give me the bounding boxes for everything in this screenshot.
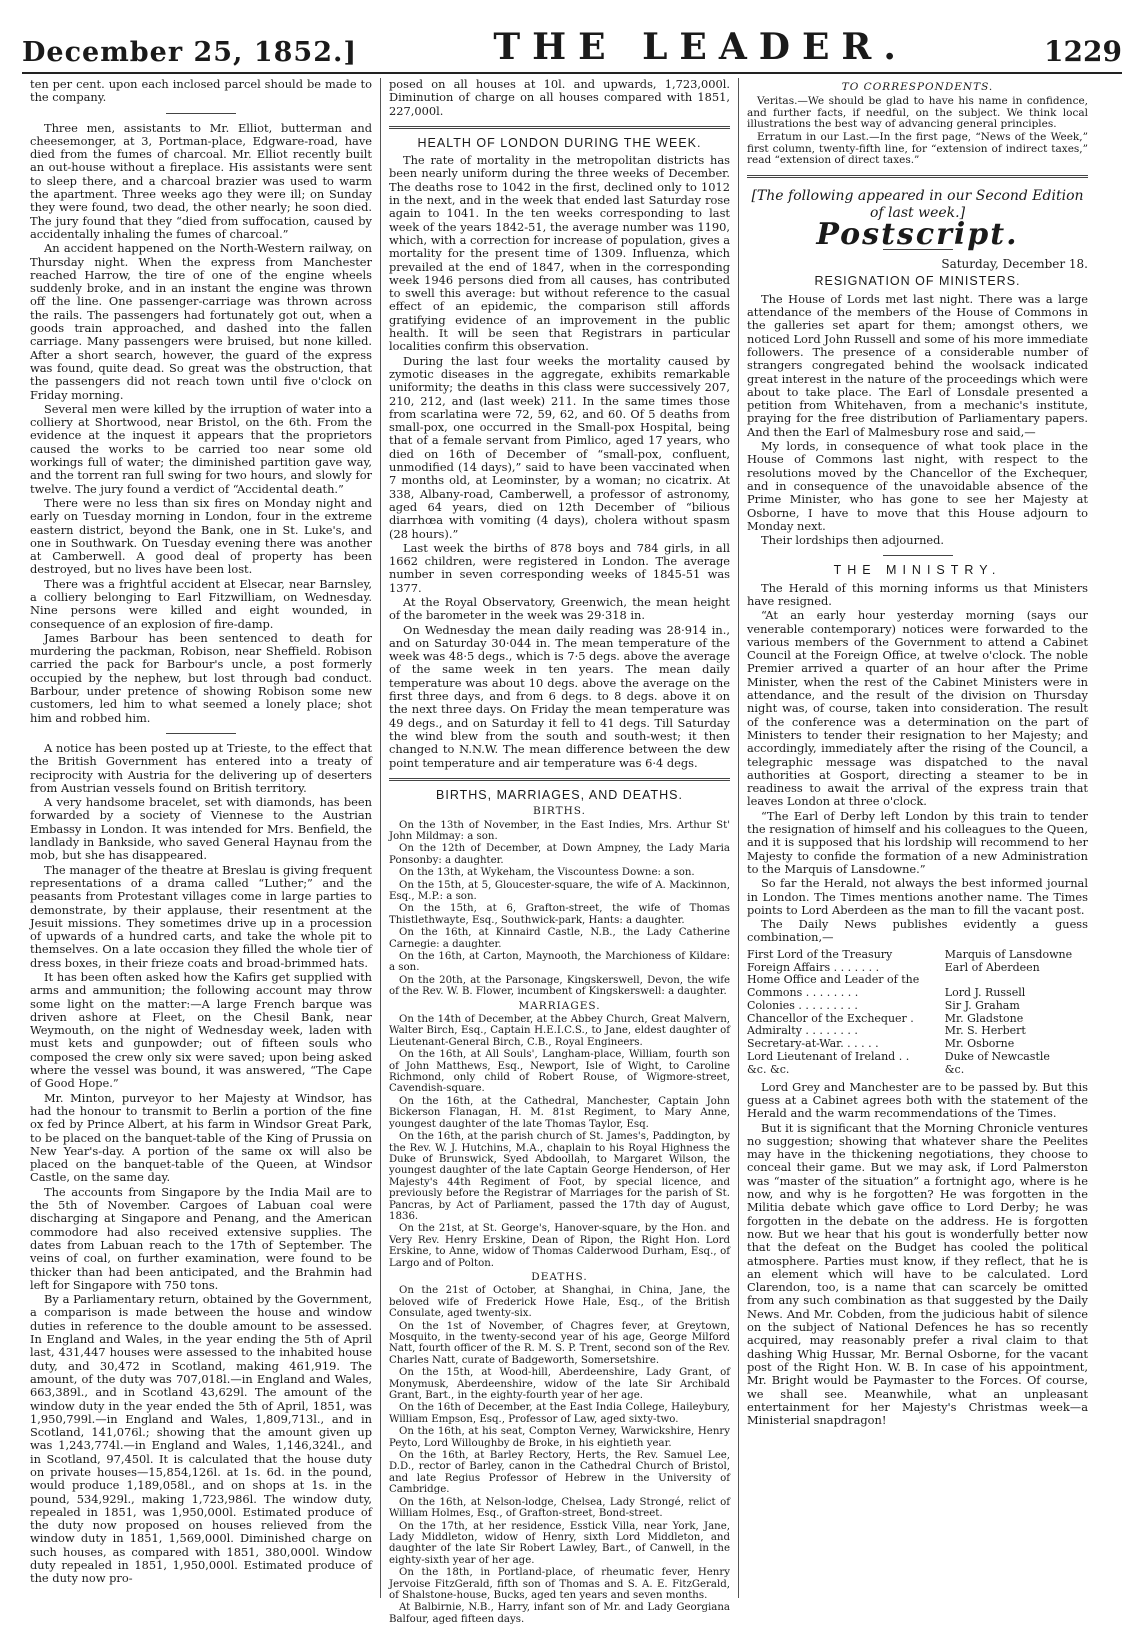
paragraph: ten per cent. upon each inclosed parcel should be made to the company. [30, 77, 372, 105]
paragraph: At the Royal Observatory, Greenwich, the mean height of the barometer in the week was 29·318 in. [389, 594, 730, 623]
name-cell: Mr. Osborne [944, 1037, 1015, 1051]
paragraph: Mr. Minton, purveyor to her Majesty at Windsor, has had the honour to transmit to Berlin a portion of the fine ox fed by Prince Albert, at his farm in Windsor Great Park, to be placed on the banquet-table of the King of Prussia on New Year's-day. A portion of the same ox will also be placed on the banquet-table of the Queen, at Windsor Castle, on the same day. [30, 1090, 372, 1185]
paragraph: During the last four weeks the mortality caused by zymotic diseases in the aggregate, exhibits remarkable uniformity; the deaths in this class were successively 207, 210, 212, and (last week) 211. In the same times those from scarlatina were 72, 59, 62, and 60. Of 5 deaths from small-pox, one occurred in the Small-pox Hospital, being that of a female servant from Pimlico, aged 17 years, who died on 16th of December of “small-pox, confluent, unmodified (14 days),” said to have been vaccinated when 7 months old, at Leominster, by a woman; no cicatrix. At 338, Albany-road, Camberwell, a professor of astronomy, aged 64 years, died on 12th December of “bilious diarrhœa with vomiting (4 days), cholera without spasm (28 hours).” [389, 353, 730, 541]
name-cell: Duke of Newcastle [944, 1050, 1050, 1064]
office-cell: Secretary-at-War. . . . . . [747, 1037, 879, 1051]
paragraph: An accident happened on the North-Western railway, on Thursday night. When the express from Manchester reached Harrow, the tire of one of the engine wheels suddenly broke, and in an instant the engine was thrown off the line. One passenger-carriage was thrown across the rails. The passengers had fortunately got out, when a goods train approached, and dashed into the fallen carriage. Many passengers were bruised, but none killed. After a short search, however, the guard of the express was found, quite dead. So great was the obstruction, that the passengers did not reach town until five o'clock on Friday morning. [30, 241, 372, 402]
office-cell: First Lord of the Treasury [747, 947, 893, 961]
paragraph: So far the Herald, not always the best informed journal in London. The Times mentions another name. The Times points to Lord Aberdeen as the man to fill the vacant post. [747, 876, 1088, 917]
paragraph: The Herald of this morning informs us that Ministers have resigned. [747, 580, 1088, 608]
newspaper-title: THE LEADER. [493, 26, 908, 68]
notice: On the 16th, at the Cathedral, Manchester, Captain John Bickerson Flanagan, H. M. 81st Regiment, to Mary Anne, youngest daughter of the late Thomas Taylor, Esq. [389, 1095, 730, 1130]
notice: On the 16th, at his seat, Compton Verney, Warwickshire, Henry Peyto, Lord Willoughby de Broke, in his eightieth year. [389, 1426, 730, 1449]
paragraph: Their lordships then adjourned. [761, 533, 945, 548]
notice: On the 18th, in Portland-place, of rheumatic fever, Henry Jervoise FitzGerald, fifth son of Thomas and S. A. E. FitzGerald, of Shalstone-house, Bucks, aged ten years and seven months. [389, 1567, 730, 1601]
name-cell: Marquis of Lansdowne [944, 947, 1073, 961]
notice: On the 16th, at Nelson-lodge, Chelsea, Lady Strongé, relict of William Holmes, Esq., of Grafton-street, Bond-street. [389, 1496, 730, 1520]
postscript-title: Postscript. [816, 216, 1019, 252]
correspondents-heading: TO CORRESPONDENTS. [841, 81, 994, 93]
notice: On the 17th, at her residence, Esstick Villa, near York, Jane, Lady Middleton, widow of Henry, sixth Lord Middleton, and daughter of the late Sir Robert Lawley, Bart., of Canwell, in the eighty-sixth year of her age. [389, 1520, 730, 1566]
table-row [747, 987, 1088, 1000]
table-row [747, 1051, 1088, 1064]
notice: On the 1st of November, of Chagres fever, at Greytown, Mosquito, in the twenty-second year of his age, George Milford Natt, fourth officer of the R. M. S. P. Trent, second son of the Rev. Charles Natt, curate of Badgeworth, Somersetshire. [389, 1320, 730, 1366]
section-heading-ministry: THE MINISTRY. [833, 563, 1002, 578]
paragraph: “At an early hour yesterday morning (says our venerable contemporary) notices were forwarded to the various members of the Government to attend a Cabinet Council at the Foreign Office, at twelve o'clock. The noble Premier arrived a quarter of an hour after the Prime Minister, when the rest of the Cabinet Ministers were in attendance, and the result of the division on Thursday night was, of course, taken into consideration. The result of the conference was a determination on the part of Ministers to tender their resignation to her Majesty; and accordingly, immediately after the rising of the Council, a telegraphic message was dispatched to the naval authorities at Gosport, directing a steamer to be in readiness to await the arrival of the express train that leaves London at three o'clock. [747, 608, 1088, 809]
notice: On the 13th of November, in the East Indies, Mrs. Arthur St' John Mildmay: a son. [389, 819, 730, 842]
table-row [747, 1064, 1088, 1077]
name-cell: Mr. S. Herbert [944, 1024, 1026, 1038]
notice: On the 16th, at All Souls', Langham-place, William, fourth son of John Matthews, Esq., Newport, Isle of Wight, to Caroline Richmond, only child of Robert Rouse, of Wigmore-street, Cavendish-square. [389, 1049, 730, 1095]
page-number: 1229 [1044, 35, 1122, 68]
notice: Erratum in our Last.—In the first page, “News of the Week,” first column, twenty-fifth line, for “extension of indirect taxes,” read “extension of direct taxes.” [747, 131, 1088, 167]
paragraph: Several men were killed by the irruption of water into a colliery at Shortwood, near Bristol, on the 6th. From the evidence at the inquest it appears that the proprietors caused the works to be carried too near some old workings full of water; the diminished partition gave way, and the torrent ran full swing for two hours, and slowly for twelve. The jury found a verdict of “Accidental death.” [30, 401, 372, 496]
bmd-notices [389, 806, 730, 1625]
office-cell: Chancellor of the Exchequer . [747, 1011, 914, 1025]
divider [166, 113, 236, 114]
notice: Veritas.—We should be glad to have his name in confidence, and further facts, if needful, on the subject. We think local illustrations the best way of advancing general principles. [747, 95, 1088, 131]
paragraph: On Wednesday the mean daily reading was 28·914 in., and on Saturday 30·044 in. The mean temperature of the week was 48·5 degs., which is 7·5 degs. above the average of the same week in ten years. The mean daily temperature was about 10 degs. above the average on the first three days, and from 6 degs. to 8 degs. above it on the next three days. On Friday the mean temperature was 49 degs., and on Saturday it fell to 41 degs. Till Saturday the wind blew from the south and south-west; it then changed to N.N.W. The mean difference between the dew point temperature and air temperature was 6·4 degs. [389, 622, 730, 770]
office-cell: Commons . . . . . . . . [747, 986, 859, 1000]
notice: On the 15th, at 5, Gloucester-square, the wife of A. Mackinnon, Esq., M.P.: a son. [389, 879, 730, 902]
columns [22, 77, 1122, 1625]
notice: On the 14th of December, at the Abbey Church, Great Malvern, Walter Birch, Esq., Captain H.E.I.C.S., to Jane, eldest daughter of Lieutenant-General Birch, C.B., Royal Engineers. [389, 1014, 730, 1048]
edition-note: [The following appeared in our Second Edition of last week.] [751, 187, 1084, 221]
issue-date: December 25, 1852.] [22, 37, 358, 68]
notice: On the 16th, at Kinnaird Castle, N.B., the Lady Catherine Carnegie: a daughter. [389, 927, 730, 950]
paragraph: The rate of mortality in the metropolitan districts has been nearly uniform during the three weeks of December. The deaths rose to 1042 in the first, declined only to 1012 in the next, and in the week that ended last Saturday rose again to 1041. In the ten weeks corresponding to last week of the years 1842-51, the average number was 1190, which, with a correction for increase of population, gives a mortality for the present time of 1309. Influenza, which prevailed at the end of 1847, when in the corresponding week 1946 persons died from all causes, has contributed to swell this average: but without reference to the casual effect of an epidemic, the comparison still affords gratifying evidence of an improvement in the public health. It will be seen that Registrars in particular localities confirm this observation. [389, 153, 730, 354]
paragraph: posed on all houses at 10l. and upwards, 1,723,000l. Diminution of charge on all houses compared with 1851, 227,000l. [389, 77, 730, 118]
office-cell: Home Office and Leader of the [747, 973, 920, 987]
office-cell: Foreign Affairs . . . . . . . [747, 960, 880, 974]
notice: On the 21st, at St. George's, Hanover-square, by the Hon. and Very Rev. Henry Erskine, Dean of Ripon, the Right Hon. Lord Erskine, to Anne, widow of Thomas Calderwood Durham, Esq., of Largo and of Polton. [389, 1223, 730, 1269]
paragraph: But it is significant that the Morning Chronicle ventures no suggestion; showing that whatever share the Peelites may have in the thickening negotiations, they choose to conceal their game. But we may ask, if Lord Palmerston was “master of the situation” a fortnight ago, where is he now, and why is he forgotten? He was forgotten in the Militia debate which gave office to Lord Derby; he was forgotten in the debate on the address. He is forgotten now. But we hear that his gout is wonderfully better now that the defeat on the Budget has cooled the political atmosphere. Parties must know, if they reflect, that he is an element which will have to be calculated. Lord Clarendon, too, is a name that can scarcely be omitted from any such combination as that suggested by the Daily News. And Mr. Cobden, from the judicious habit of silence on the subject of National Defences he has so recently acquired, may reasonably prefer a rival claim to that dashing Whig Hussar, Mr. Bernal Osborne, for the vacant post of the Right Hon. W. B. In case of his appointment, Mr. Bright would be Paymaster to the Forces. Of course, we shall see. Meanwhile, what an unpleasant entertainment for her Majesty's Christmas week—a Ministerial snapdragon! [747, 1120, 1088, 1428]
notice: On the 12th of December, at Down Ampney, the Lady Maria Ponsonby: a daughter. [389, 843, 730, 866]
notice: On the 15th, at Wood-hill, Aberdeenshire, Lady Grant, of Monymusk, Aberdeenshire, widow of the late Sir Archibald Grant, Bart., in the eighty-fourth year of her age. [389, 1367, 730, 1402]
deaths-heading: DEATHS. [531, 1270, 588, 1283]
name-cell: Earl of Aberdeen [944, 960, 1040, 974]
name-cell: Lord J. Russell [944, 986, 1026, 1000]
name-cell: Sir J. Graham [944, 998, 1020, 1012]
office-cell: Colonies . . . . . . . . . [747, 998, 858, 1012]
office-cell: Lord Lieutenant of Ireland . . [747, 1050, 910, 1064]
divider [883, 555, 953, 556]
office-cell: &c. &c. [747, 1062, 790, 1076]
double-rule [389, 778, 730, 781]
notice: At Balbirnie, N.B., Harry, infant son of Mr. and Lady Georgiana Balfour, aged fifteen days. [389, 1602, 730, 1625]
paragraph: There were no less than six fires on Monday night and early on Tuesday morning in London, four in the extreme eastern district, beyond the Bank, one in St. Luke's, and one in Southwark. On Tuesday evening there was another at Camberwell. A good deal of property has been destroyed, but no lives have been lost. [30, 495, 372, 577]
column-1 [22, 78, 380, 1598]
marriages-heading: MARRIAGES. [518, 999, 601, 1012]
paragraph: “The Earl of Derby left London by this train to tender the resignation of himself and his colleagues to the Queen, and it is supposed that his lordship will recommend to her Majesty to confide the formation of a new Administration to the Marquis of Lansdowne.” [747, 808, 1088, 876]
divider [166, 733, 236, 734]
paragraph: A very handsome bracelet, set with diamonds, has been forwarded by a society of Viennese to the Austrian Embassy in London. It was intended for Mrs. Benfield, the landlady in Bankside, who saved General Haynau from the mob, but she has disappeared. [30, 795, 372, 863]
paragraph: Last week the births of 878 boys and 784 girls, in all 1662 children, were registered in London. The average number in seven corresponding weeks of 1845-51 was 1377. [389, 540, 730, 595]
column-2 [380, 77, 738, 1625]
notice: On the 16th, at the parish church of St. James's, Paddington, by the Rev. W. J. Hutchins, M.A., chaplain to his Royal Highness the Duke of Brunswick, Syed Abdoollah, to Margaret Wilson, the youngest daughter of the late Captain George Henderson, of Her Majesty's 44th Regiment of Foot, by special licence, and previously before the Registrar of Marriages for the parish of St. Pancras, by Act of Parliament, passed the 17th day of August, 1836. [389, 1131, 730, 1222]
paragraph: James Barbour has been sentenced to death for murdering the packman, Robison, near Sheffield. Robison carried the pack for Barbour's uncle, a post formerly occupied by the nephew, but lost through bad conduct. Barbour, under pretence of showing Robison some new customers, led him to what seemed a lonely place; shot him and robbed him. [30, 630, 372, 725]
paragraph: The House of Lords met last night. There was a large attendance of the members of the House of Commons in the galleries set apart for them; amongst others, we noticed Lord John Russell and some of his more immediate followers. The presence of a considerable number of strangers congregated behind the woolsack indicated great interest in the nature of the proceedings which were about to take place. The Earl of Lonsdale presented a petition from Whitehaven, from a mechanic's institute, praying for the free distribution of Parliamentary papers. And then the Earl of Malmesbury rose and said,— [747, 291, 1088, 439]
notice: On the 13th, at Wykeham, the Viscountess Downe: a son. [399, 867, 695, 879]
paragraph: My lords, in consequence of what took place in the House of Commons last night, with respect to the resolutions moved by the Chancellor of the Exchequer, and in consequence of the unavoidable absence of the Prime Minister, who has gone to see her Majesty at Osborne, I have to move that this House adjourn to Monday next. [747, 439, 1088, 533]
section-heading-health: HEALTH OF LONDON DURING THE WEEK. [417, 135, 702, 150]
section-heading-resignation: RESIGNATION OF MINISTERS. [814, 274, 1021, 289]
notice: On the 20th, at the Parsonage, Kingskerswell, Devon, the wife of the Rev. W. B. Flower, incumbent of Kingskerswell: a daughter. [389, 974, 730, 998]
correspondents-notes [747, 96, 1088, 167]
paragraph: By a Parliamentary return, obtained by the Government, a comparison is made between the house and window duties in reference to the double amount to be assessed. In England and Wales, in the year ending the 5th of April last, 431,447 houses were assessed to the inhabited house duty, and 30,472 in Scotland, making 461,919. The amount, of the duty was 707,018l.—in England and Wales, 663,389l., and in Scotland 43,629l. The amount of the window duty in the year ended the 5th of April, 1851, was 1,950,799l.—in England and Wales, 1,809,713l., and in Scotland, 141,076l.; showing that the amount given up was 1,243,774l.—in England and Wales, 1,146,324l., and in Scotland, 97,450l. It is calculated that the house duty on private houses—15,854,126l. at 1s. 6d. in the pound, would produce 1,189,058l., and on shops at 1s. in the pound, 534,929l., making 1,723,986l. The window duty, repealed in 1851, was 1,950,000l. Estimated produce of the duty now proposed on houses relieved from the window duty in 1851, 1,569,000l. Diminished charge on such houses, as compared with 1851, 380,000l. Window duty repealed in 1851, 1,950,000l. Estimated produce of the duty now pro- [30, 1292, 372, 1586]
paragraph: Three men, assistants to Mr. Elliot, butterman and cheesemonger, at 3, Portman-place, Edgware-road, have died from the fumes of charcoal. Mr. Elliot recently built an out-house without a fireplace. His assistants were sent to sleep there, and a charcoal brazier was used to warm the apartment. Three weeks ago they were ill; on Sunday they were found, two dead, the other nearly; he soon died. The jury found that they “died from suffocation, caused by accidentally inhaling the fumes of charcoal.” [30, 120, 372, 241]
table-row [747, 949, 1088, 962]
notice: On the 16th of December, at the East India College, Haileybury, William Empson, Esq., Professor of Law, aged sixty-two. [389, 1402, 730, 1425]
paragraph: Lord Grey and Manchester are to be passed by. But this guess at a Cabinet agrees both with the statement of the Herald and the warm recommendations of the Times. [747, 1079, 1088, 1121]
notice: On the 15th, at 6, Grafton-street, the wife of Thomas Thistlethwayte, Esq., Southwick-park, Hants: a daughter. [389, 903, 730, 926]
double-rule [389, 126, 730, 129]
paragraph: There was a frightful accident at Elsecar, near Barnsley, a colliery belonging to Earl Fitzwilliam, on Wednesday. Nine persons were killed and eight wounded, in consequence of an explosion of fire-damp. [30, 576, 372, 631]
paragraph: A notice has been posted up at Trieste, to the effect that the British Government has entered into a treaty of reciprocity with Austria for the delivering up of deserters from Austrian vessels found on British territory. [30, 740, 372, 795]
cabinet-table [747, 949, 1088, 1077]
office-cell: Admiralty . . . . . . . . [747, 1024, 858, 1038]
section-heading-bmd: BIRTHS, MARRIAGES, AND DEATHS. [436, 787, 683, 802]
dateline: Saturday, December 18. [941, 257, 1088, 272]
paragraph: The Daily News publishes evidently a guess combination,— [747, 917, 1088, 945]
column-3 [738, 78, 1096, 1598]
name-cell: Mr. Gladstone [944, 1011, 1024, 1025]
births-heading: BIRTHS. [533, 805, 586, 818]
double-rule [747, 175, 1088, 178]
paragraph: The accounts from Singapore by the India Mail are to the 5th of November. Cargoes of Labuan coal were discharging at Singapore and Penang, and the American commodore had also received extensive supplies. The dates from Labuan reach to the 17th of September. The veins of coal, on further examination, were found to be thicker than had been anticipated, and the Brahmin had left for Singapore with 750 tons. [30, 1184, 372, 1292]
table-row [747, 1000, 1088, 1013]
notice: On the 16th, at Carton, Maynooth, the Marchioness of Kildare: a son. [389, 951, 730, 974]
notice: On the 16th, at Barley Rectory, Herts, the Rev. Samuel Lee, D.D., rector of Barley, canon in the Cathedral Church of Bristol, and late Regius Professor of Hebrew in the University of Cambridge. [389, 1450, 730, 1496]
paragraph: It has been often asked how the Kafirs get supplied with arms and ammunition; the following account may throw some light on the matter:—A large French barque was driven ashore at Fleet, on the Chesil Bank, near Weymouth, on the night of Wednesday week, laden with must kets and gunpowder; out of fifteen souls who composed the crew only six were saved; upon being asked where the vessel was bound, it was answered, “The Cape of Good Hope.” [30, 970, 372, 1091]
paragraph: The manager of the theatre at Breslau is giving frequent representations of a drama called “Luther;” and the peasants from Protestant villages come in large parties to demonstrate, by their applause, their resentment at the Jesuit missions. They sometimes drive up in a procession of upwards of a hundred carts, and take the whole pit to themselves. On a late occasion they filled the whole tier of dress boxes, in their frieze coats and broad-brimmed hats. [30, 862, 372, 970]
notice: On the 21st of October, at Shanghai, in China, Jane, the beloved wife of Frederick Howe Hale, Esq., of the British Consulate, aged twenty-six. [389, 1285, 730, 1320]
name-cell: &c. [944, 1062, 965, 1076]
masthead [22, 26, 1122, 74]
